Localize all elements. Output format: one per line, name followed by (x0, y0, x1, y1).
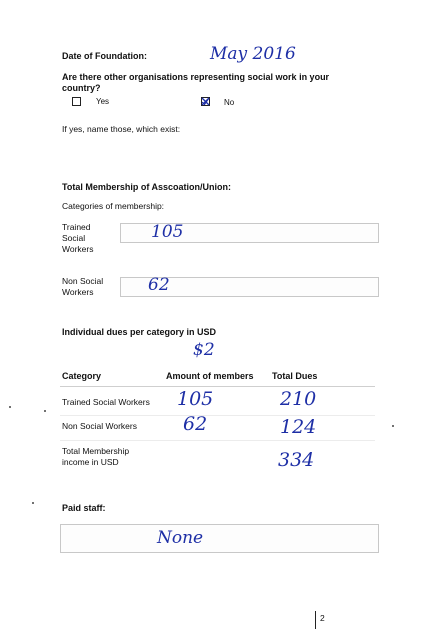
staff-value: None (157, 528, 204, 548)
yes-checkbox[interactable] (72, 97, 81, 106)
page-number-rule (315, 611, 316, 629)
dues-title: Individual dues per category in USD (62, 327, 217, 337)
non-sw-label: Non Social Workers (62, 276, 104, 297)
table-header-members: Amount of members (166, 371, 254, 381)
row-divider (60, 440, 375, 441)
row-trained-total[interactable]: 210 (280, 388, 317, 410)
table-header-total: Total Dues (272, 371, 318, 381)
table-header-category: Category (62, 371, 102, 381)
scan-speck (32, 502, 34, 504)
foundation-value[interactable]: May 2016 (210, 44, 296, 64)
trained-label: Trained Social Workers (62, 222, 94, 254)
yes-label: Yes (96, 97, 110, 106)
foundation-label: Date of Foundation: (62, 51, 147, 61)
non-sw-value: 62 (148, 275, 170, 295)
row-non-sw-members[interactable]: 62 (183, 413, 208, 435)
categories-label: Categories of membership: (62, 201, 165, 211)
other-orgs-question: Are there other organisations representing social work in your country? (62, 72, 330, 93)
page-number: 2 (320, 613, 325, 623)
no-label: No (224, 98, 235, 107)
trained-value: 105 (151, 222, 184, 242)
row-total-total[interactable]: 334 (278, 449, 315, 471)
scan-speck (392, 425, 394, 427)
row-non-sw-total[interactable]: 124 (280, 416, 317, 438)
non-sw-field[interactable] (120, 277, 379, 297)
staff-field[interactable] (60, 524, 379, 553)
staff-label: Paid staff: (62, 503, 106, 513)
row-total-category: Total Membership income in USD (62, 446, 130, 467)
if-yes-label: If yes, name those, which exist: (62, 124, 181, 134)
table-header-divider (60, 386, 375, 387)
row-trained-members[interactable]: 105 (177, 388, 214, 410)
row-non-sw-category: Non Social Workers (62, 421, 137, 431)
dues-amount[interactable]: $2 (193, 340, 215, 360)
trained-field[interactable] (120, 223, 379, 243)
check-mark-icon (201, 97, 210, 106)
scan-speck (9, 406, 11, 408)
scan-speck (44, 410, 46, 412)
no-checkbox[interactable] (201, 97, 210, 106)
membership-title: Total Membership of Asscoation/Union: (62, 182, 232, 192)
row-trained-category: Trained Social Workers (62, 397, 150, 407)
row-divider (60, 415, 375, 416)
